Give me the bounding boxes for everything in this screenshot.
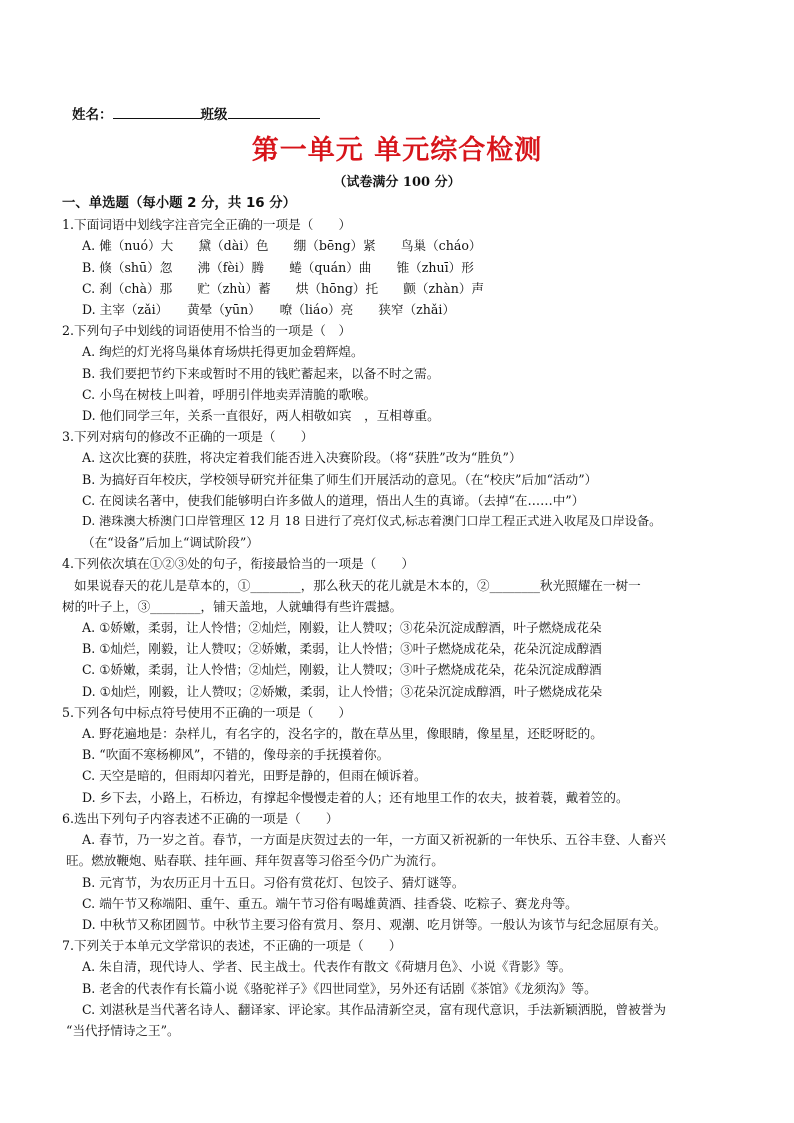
option-d: D. 他们同学三年，关系一直很好，两人相敬如宾 ，互相尊重。 xyxy=(82,408,440,424)
question-stem: 2.下列句子中划线的词语使用不恰当的一项是（ ） xyxy=(62,323,352,339)
passage-line-2: 树的叶子上，③________，铺天盖地，人就蛐得有些许震撼。 xyxy=(62,598,403,614)
option-a: A. 野花遍地是：杂样儿，有名字的，没名字的，散在草丛里，像眼睛，像星星，还眨呀眨的。 xyxy=(82,726,603,742)
question-4 xyxy=(62,553,742,701)
option-d: D. 主宰（zǎi） 黄晕（yūn） 嘹（liáo）亮 狭窄（zhǎi） xyxy=(82,302,456,318)
question-stem: 1.下面词语中划线字注音完全正确的一项是（ ） xyxy=(62,217,352,233)
option-b: B. 倏（shū）忽 沸（fèi）腾 蜷（quán）曲 锥（zhuī）形 xyxy=(82,259,474,275)
option-d: D. 港珠澳大桥澳门口岸管理区 12 月 18 日进行了亮灯仪式,标志着澳门口岸工程正式进入收尾及口岸设备。 xyxy=(82,514,662,529)
class-label: 班级 xyxy=(200,107,228,123)
question-stem: 7.下列关于本单元文学常识的表述，不正确的一项是（ ） xyxy=(62,938,402,954)
question-7 xyxy=(62,935,742,1041)
option-a-continued: 旺。燃放鞭炮、贴春联、挂年画、拜年贺喜等习俗至今仍广为流行。 xyxy=(66,853,444,869)
question-3 xyxy=(62,426,742,553)
question-stem: 6.选出下列句子内容表述不正确的一项是（ ） xyxy=(62,810,339,826)
option-c: C. 小鸟在树枝上叫着，呼朋引伴地卖弄清脆的歌喉。 xyxy=(82,386,377,402)
option-c: C. 刘湛秋是当代著名诗人、翻译家、评论家。其作品清新空灵，富有现代意识，手法新颖洒脱，曾被誉为 xyxy=(82,1001,666,1017)
option-d: D. 乡下去，小路上，石桥边，有撑起伞慢慢走着的人；还有地里工作的农夫，披着蓑，戴着笠的。 xyxy=(82,789,629,805)
question-stem: 3.下列对病句的修改不正确的一项是（ ） xyxy=(62,429,314,445)
option-c-continued: “当代抒情诗之王”。 xyxy=(66,1022,180,1038)
option-d: D. ①灿烂，刚毅，让人赞叹；②娇嫩，柔弱，让人怜惜；③花朵沉淀成醇酒，叶子燃烧成花朵 xyxy=(82,683,603,699)
option-c: C. 在阅读名著中，使我们能够明白许多做人的道理，悟出人生的真谛。（去掉“在……中”） xyxy=(82,492,585,508)
name-blank[interactable] xyxy=(113,105,201,119)
class-blank[interactable] xyxy=(228,105,320,119)
question-2 xyxy=(62,320,742,426)
question-content xyxy=(62,193,742,1041)
question-1 xyxy=(62,214,742,320)
student-info-line xyxy=(72,103,320,123)
option-d-continued: （在“设备”后加上“调试阶段”） xyxy=(82,535,259,551)
option-b: B. ①灿烂，刚毅，让人赞叹；②娇嫩，柔弱，让人怜惜；③叶子燃烧成花朵，花朵沉淀成醇酒 xyxy=(82,641,602,657)
page-title: 第一单元 单元综合检测 xyxy=(251,135,543,166)
option-b: B. 元宵节，为农历正月十五日。习俗有赏花灯、包饺子、猜灯谜等。 xyxy=(82,874,465,890)
option-d: D. 中秋节又称团圆节。中秋节主要习俗有赏月、祭月、观潮、吃月饼等。一般认为该节与纪念屈原有关。 xyxy=(82,916,667,932)
option-c: C. 天空是暗的，但雨却闪着光，田野是静的，但雨在倾诉着。 xyxy=(82,768,427,784)
option-b: B. “吹面不寒杨柳风”，不错的，像母亲的手抚摸着你。 xyxy=(82,747,390,763)
passage-line-1: 如果说春天的花儿是草本的，①________，那么秋天的花儿就是木本的，②________秋光照耀在一树一 xyxy=(74,577,641,593)
name-label: 姓名： xyxy=(72,107,113,123)
question-stem: 5.下列各句中标点符号使用不正确的一项是（ ） xyxy=(62,704,352,720)
option-a: A. 傩（nuó）大 黛（dài）色 绷（bēng）紧 鸟巢（cháo） xyxy=(82,238,482,254)
option-a: A. 朱自清，现代诗人、学者、民主战士。代表作有散文《荷塘月色》、小说《背影》等。 xyxy=(82,959,572,975)
question-stem: 4.下列依次填在①②③处的句子，衔接最恰当的一项是（ ） xyxy=(62,556,415,572)
option-a: A. 春节，乃一岁之首。春节，一方面是庆贺过去的一年，一方面又祈祝新的一年快乐、五谷丰登、人畜兴 xyxy=(82,832,666,848)
option-b: B. 老舍的代表作有长篇小说《骆驼祥子》《四世同堂》，另外还有话剧《茶馆》《龙须沟》等。 xyxy=(82,980,597,996)
option-a: A. ①娇嫩，柔弱，让人怜惜；②灿烂，刚毅，让人赞叹；③花朵沉淀成醇酒，叶子燃烧成花朵 xyxy=(82,620,602,636)
question-5 xyxy=(62,702,742,808)
option-a: A. 绚烂的灯光将鸟巢体育场烘托得更加金碧辉煌。 xyxy=(82,344,364,360)
option-c: C. 端午节又称端阳、重午、重五。端午节习俗有喝雄黄酒、挂香袋、吃粽子、赛龙舟等。 xyxy=(82,895,578,911)
option-c: C. ①娇嫩，柔弱，让人怜惜；②灿烂，刚毅，让人赞叹；③叶子燃烧成花朵，花朵沉淀成醇酒 xyxy=(82,662,602,678)
option-c: C. 刹（chà）那 贮（zhù）蓄 烘（hōng）托 颤（zhàn）声 xyxy=(82,280,485,296)
question-6 xyxy=(62,808,742,935)
section-heading: 一、单选题（每小题 2 分，共 16 分） xyxy=(62,196,297,211)
option-b: B. 为搞好百年校庆，学校领导研究并征集了师生们开展活动的意见。（在“校庆”后加“活动”） xyxy=(82,471,598,487)
page-subtitle: （试卷满分 100 分） xyxy=(333,175,461,190)
option-b: B. 我们要把节约下来或暂时不用的钱贮蓄起来，以备不时之需。 xyxy=(82,365,440,381)
option-a: A. 这次比赛的获胜，将决定着我们能否进入决赛阶段。（将“获胜”改为“胜负”） xyxy=(82,450,522,466)
